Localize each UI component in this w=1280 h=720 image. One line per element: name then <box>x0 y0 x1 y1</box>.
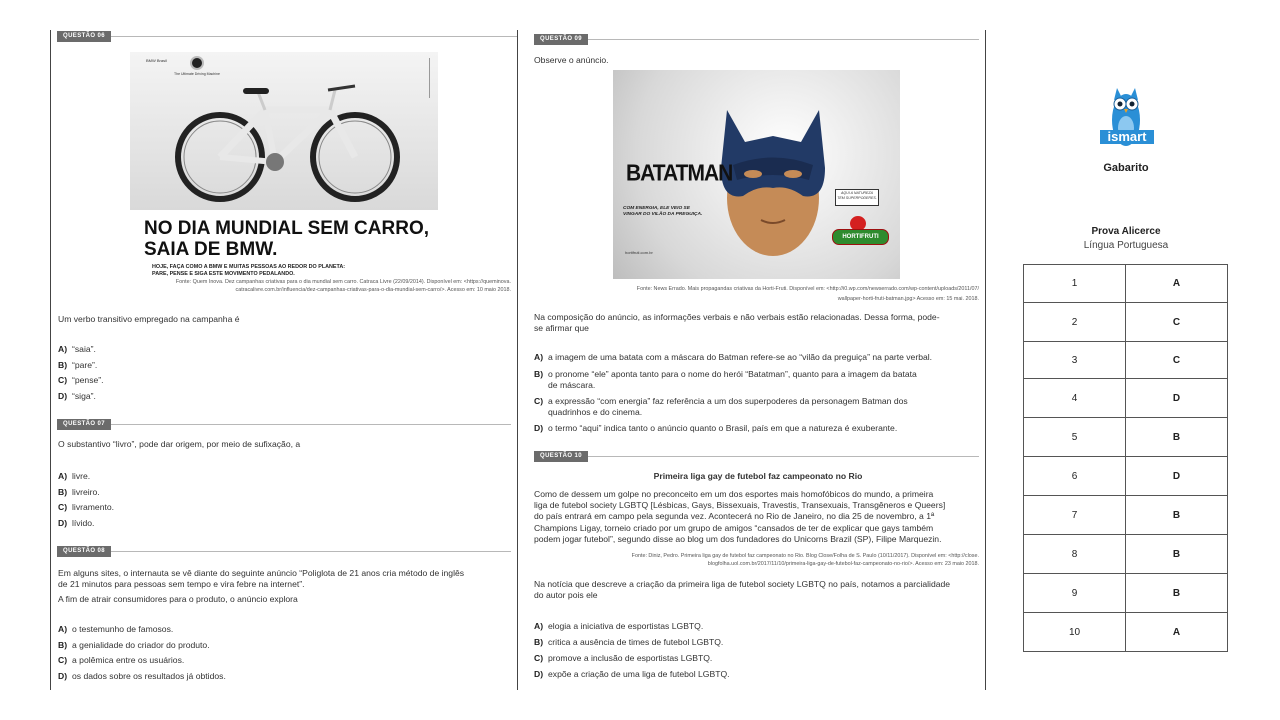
q6-option-a: A) “saia”. <box>58 344 96 354</box>
question-number: 6 <box>1024 457 1126 496</box>
question-number: 5 <box>1024 418 1126 457</box>
q10-option-d: D) expõe a criação de uma liga de futebol LGBTQ. <box>534 669 730 679</box>
q9-option-a: A) a imagem de uma batata com a máscara do Batman refere-se ao “vilão da preguiça” na parte verbal. <box>534 352 933 362</box>
q9-option-c: C) a expressão “com energia” faz referência a um dos superpoderes da personagem Batman dos quadrinhos e do cinema. <box>534 396 908 417</box>
answer-letter: C <box>1126 303 1228 342</box>
q9-intro: Observe o anúncio. <box>534 55 609 65</box>
q7-option-c: C) livramento. <box>58 502 115 512</box>
ad-headline-line2: SAIA DE BMW. <box>144 239 278 260</box>
question-number: 8 <box>1024 535 1126 574</box>
question-10-header <box>534 451 979 461</box>
answer-row <box>1024 574 1228 613</box>
q10-article: Como de dessem um golpe no preconceito em um dos esportes mais homofóbicos do mundo, a primeira liga de futebol society LGBTQ [Lésbicas, Gays, Bissexuais, Travestis, Transexuais, Transgêneros e Queers] do país entrará em campo pela segunda vez. Acontecerá no Rio de Janeiro, no dia 25 de novembro, a 1ª Champions Ligay, torneio criado por um grupo de amigos “cansados de ter de explicar que gays também podem jogar futebol”, segundo disse ao blog um dos fundadores do Unicorns Brazil (SP), Filipe Marquezin. <box>534 489 946 544</box>
right-column <box>517 30 986 690</box>
ad-subline-1: HOJE, FAÇA COMO A BMW E MUITAS PESSOAS AO REDOR DO PLANETA: <box>152 264 346 270</box>
answer-letter: D <box>1126 379 1228 418</box>
answer-letter: B <box>1126 574 1228 613</box>
question-badge: QUESTÃO 06 <box>57 31 111 42</box>
q6-option-b: B) “pare”. <box>58 360 98 370</box>
exam-subject: Língua Portuguesa <box>1083 240 1169 251</box>
q9-source: Fonte: News Errado. Mais propagandas criativas da Horti-Fruti. Disponível em: <http://i0.wp.com/newserrado.com/wp-content/uploads/2011/07/ wallpaper-horti-fruti-batman.jpg> Acesso em: 15 mai. 2018. <box>636 286 979 302</box>
q6-source: Fonte: Quem Inova. Dez campanhas criativas para o dia mundial sem carro. Catraca Livre (22/09/2014). Disponível em: <https://queminova. catracalivre.com.br/influencia/dez-campanhas-criativas-para-o-dia-mundial-sem-carro/>. Acesso em: 10 maio 2018. <box>175 279 511 293</box>
answer-row <box>1024 303 1228 342</box>
q8-option-b: B) a genialidade do criador do produto. <box>58 640 210 650</box>
q8-option-d: D) os dados sobre os resultados já obtidos. <box>58 671 226 681</box>
q10-source: Fonte: Diniz, Pedro. Primeira liga gay de futebol faz campeonato no Rio. Blog Close/Folha de S. Paulo (10/11/2017). Disponível em: <http://close. blogfolha.uol.com.br/2017/11/10/primeira-liga-gay-de-futebol-faz-campeonato-no-rio/>. Acesso em: 23 maio 2018. <box>631 553 979 567</box>
batatman-ad-image <box>613 70 900 279</box>
question-07-header <box>57 419 511 429</box>
answer-row <box>1024 613 1228 652</box>
q6-option-c: C) “pense”. <box>58 375 104 385</box>
answer-letter: C <box>1126 342 1228 379</box>
answer-letter: D <box>1126 457 1228 496</box>
q8-option-a: A) o testemunho de famosos. <box>58 624 174 634</box>
question-08-header <box>57 546 511 556</box>
exam-title: Prova Alicerce <box>1091 226 1161 237</box>
ad-subline-2: PARE, PENSE E SIGA ESTE MOVIMENTO PEDALANDO. <box>152 271 295 277</box>
question-badge: QUESTÃO 10 <box>534 451 588 462</box>
gabarito-label: Gabarito <box>1103 162 1149 174</box>
question-badge: QUESTÃO 09 <box>534 34 588 45</box>
question-number: 7 <box>1024 496 1126 535</box>
ismart-logo <box>1090 80 1162 190</box>
answer-row <box>1024 496 1228 535</box>
q7-option-b: B) livreiro. <box>58 487 100 497</box>
q10-headline: Primeira liga gay de futebol faz campeonato no Rio <box>653 471 863 481</box>
question-badge: QUESTÃO 08 <box>57 546 111 557</box>
answer-key-table <box>1023 264 1228 652</box>
question-number: 9 <box>1024 574 1126 613</box>
q7-stem: O substantivo “livro”, pode dar origem, por meio de sufixação, a <box>58 439 301 449</box>
question-number: 1 <box>1024 265 1126 303</box>
left-column <box>50 30 518 690</box>
answer-row <box>1024 457 1228 496</box>
bmw-ad-image <box>130 52 438 280</box>
hortifruti-logo: HORTIFRUTI <box>832 229 889 245</box>
answer-row <box>1024 265 1228 303</box>
q7-option-a: A) livre. <box>58 471 91 481</box>
ad-site: hortifruti.com.br <box>625 250 653 255</box>
q10-option-c: C) promove a inclusão de esportistas LGBTQ. <box>534 653 713 663</box>
answer-row <box>1024 379 1228 418</box>
q6-option-d: D) “siga”. <box>58 391 96 401</box>
answer-letter: B <box>1126 418 1228 457</box>
speech-bubble: AQUI A NATUREZA TEM SUPERPODERES. <box>835 189 879 206</box>
answer-letter: A <box>1126 613 1228 652</box>
bmw-logo-icon <box>190 56 204 70</box>
question-06-header <box>57 31 517 41</box>
q7-option-d: D) lívido. <box>58 518 95 528</box>
question-number: 2 <box>1024 303 1126 342</box>
question-number: 3 <box>1024 342 1126 379</box>
answer-letter: B <box>1126 496 1228 535</box>
q8-option-c: C) a polêmica entre os usuários. <box>58 655 185 665</box>
q6-stem: Um verbo transitivo empregado na campanha é <box>58 314 240 324</box>
answer-letter: A <box>1126 265 1228 303</box>
batatman-title: BATATMAN <box>626 160 733 187</box>
question-09-header <box>534 34 979 44</box>
q9-option-b: B) o pronome “ele” aponta tanto para o nome do herói “Batatman”, quanto para a imagem da batata de máscara. <box>534 369 917 390</box>
q9-stem: Na composição do anúncio, as informações verbais e não verbais estão relacionadas. Dessa forma, pode- se afirmar que <box>534 312 940 333</box>
question-badge: QUESTÃO 07 <box>57 419 111 430</box>
q9-option-d: D) o termo “aqui” indica tanto o anúncio quanto o Brasil, país em que a natureza é exuberante. <box>534 423 898 433</box>
answer-row <box>1024 535 1228 574</box>
answer-row <box>1024 418 1228 457</box>
ismart-wordmark: ismart <box>1100 130 1154 144</box>
q10-option-b: B) critica a ausência de times de futebol LGBTQ. <box>534 637 724 647</box>
q10-option-a: A) elogia a iniciativa de esportistas LGBTQ. <box>534 621 704 631</box>
owl-icon <box>1090 80 1162 156</box>
bmw-tagline: The Ultimate Driving Machine <box>174 72 220 76</box>
q10-stem: Na notícia que descreve a criação da primeira liga de futebol society LGBTQ no país, notamos a parcialidade do autor pois ele <box>534 579 951 600</box>
question-number: 10 <box>1024 613 1126 652</box>
q8-stem: Em alguns sites, o internauta se vê diante do seguinte anúncio “Poliglota de 21 anos cria método de inglês de 21 minutos para pessoas sem tempo e vira febre na internet”. A fim de atrair consumidores para o produto, o anúncio explora <box>58 568 465 604</box>
ad-slogan-1: COM ENERGIA, ELE VEIO SE <box>623 206 690 211</box>
bmw-brand-text: BMW Brasil <box>146 58 167 63</box>
answer-letter: B <box>1126 535 1228 574</box>
answer-row <box>1024 342 1228 379</box>
ad-headline-line1: NO DIA MUNDIAL SEM CARRO, <box>144 218 429 239</box>
question-number: 4 <box>1024 379 1126 418</box>
ad-slogan-2: VINGAR DO VILÃO DA PREGUIÇA. <box>623 212 703 217</box>
